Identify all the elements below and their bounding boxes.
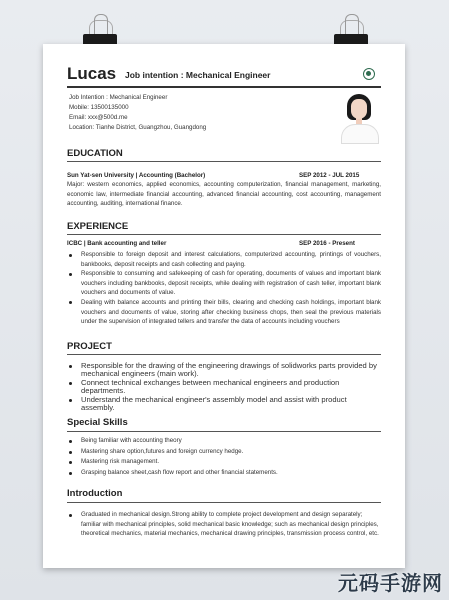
experience-list (67, 250, 381, 327)
info-email: Email: xxx@500d.me (69, 114, 128, 121)
site-watermark: 元码手游网 (338, 573, 443, 595)
experience-row (67, 240, 381, 247)
education-row (67, 172, 381, 179)
candidate-name: Lucas (67, 64, 117, 83)
emblem-icon (363, 68, 375, 80)
skills-divider (67, 431, 381, 432)
list-item: Understand the mechanical engineer's assembly model and assist with product assembly. (67, 396, 381, 413)
list-item: Responsible to consuming and safekeeping of cash for operating, documents of values and important blank vouchers including bankbooks, deposit receipts, while dealing with registration of cash teller, important blank vouchers and documents of value. (67, 269, 381, 298)
list-item: Responsible to foreign deposit and interest calculations, computerized accounting, printings of vouchers, bankbooks, deposit receipts and cash collecting and paying. (67, 250, 381, 269)
info-location: Location: Tianhe District, Guangzhou, Guangdong (69, 124, 207, 131)
project-title: PROJECT (67, 341, 112, 352)
list-item: Connect technical exchanges between mechanical engineers and production departments. (67, 379, 381, 396)
experience-role: ICBC | Bank accounting and teller (67, 240, 167, 247)
info-intention: Job Intention : Mechanical Engineer (69, 94, 168, 101)
info-mobile: Mobile: 13500135000 (69, 104, 129, 111)
list-item: Dealing with balance accounts and printing their bills, clearing and checking cash holdings, important blank vouchers and documents of value, storing after checking business chops, then seal the previous materials under the supervision of integrated tellers and transfer the data of accounts including vouchers (67, 298, 381, 327)
experience-divider (67, 234, 381, 235)
project-divider (67, 354, 381, 355)
job-intention-heading: Job intention : Mechanical Engineer (125, 70, 271, 80)
education-details: Major: western economics, applied economics, accounting computerization, financial management, marketing, economic law, intermediate financial accounting, advanced financial accounting, cost accounting, management accounting, auditing, international finance. (67, 181, 381, 208)
education-title: EDUCATION (67, 148, 123, 159)
skills-title: Special Skills (67, 417, 128, 428)
experience-dates: SEP 2016 - Present (299, 240, 355, 247)
list-item: Being familiar with accounting theory (67, 436, 381, 447)
resume-sheet (43, 44, 405, 568)
education-dates: SEP 2012 - JUL 2015 (299, 172, 360, 179)
education-school: Sun Yat-sen University | Accounting (Bachelor) (67, 172, 206, 179)
profile-photo (337, 92, 381, 142)
experience-title: EXPERIENCE (67, 221, 129, 232)
header-divider (67, 86, 381, 88)
introduction-divider (67, 502, 381, 503)
education-divider (67, 161, 381, 162)
list-item: Responsible for the drawing of the engineering drawings of solidworks parts provided by mechanical engineers (main work). (67, 362, 381, 379)
list-item: Mastering share option,futures and foreign currency hedge. (67, 447, 381, 458)
introduction-list (67, 510, 381, 539)
list-item: Grasping balance sheet,cash flow report and other financial statements. (67, 468, 381, 479)
project-list (67, 362, 381, 412)
list-item: Graduated in mechanical design.Strong ability to complete project development and design separately; familiar with mechanical principles, solid mechanical basic knowledge; such as mechanical design principles, theoretical mechanics, material mechanics, mechanical drawing principles, transmission process control, etc. (67, 510, 381, 539)
skills-list (67, 436, 381, 478)
list-item: Mastering risk management. (67, 457, 381, 468)
introduction-title: Introduction (67, 488, 123, 499)
